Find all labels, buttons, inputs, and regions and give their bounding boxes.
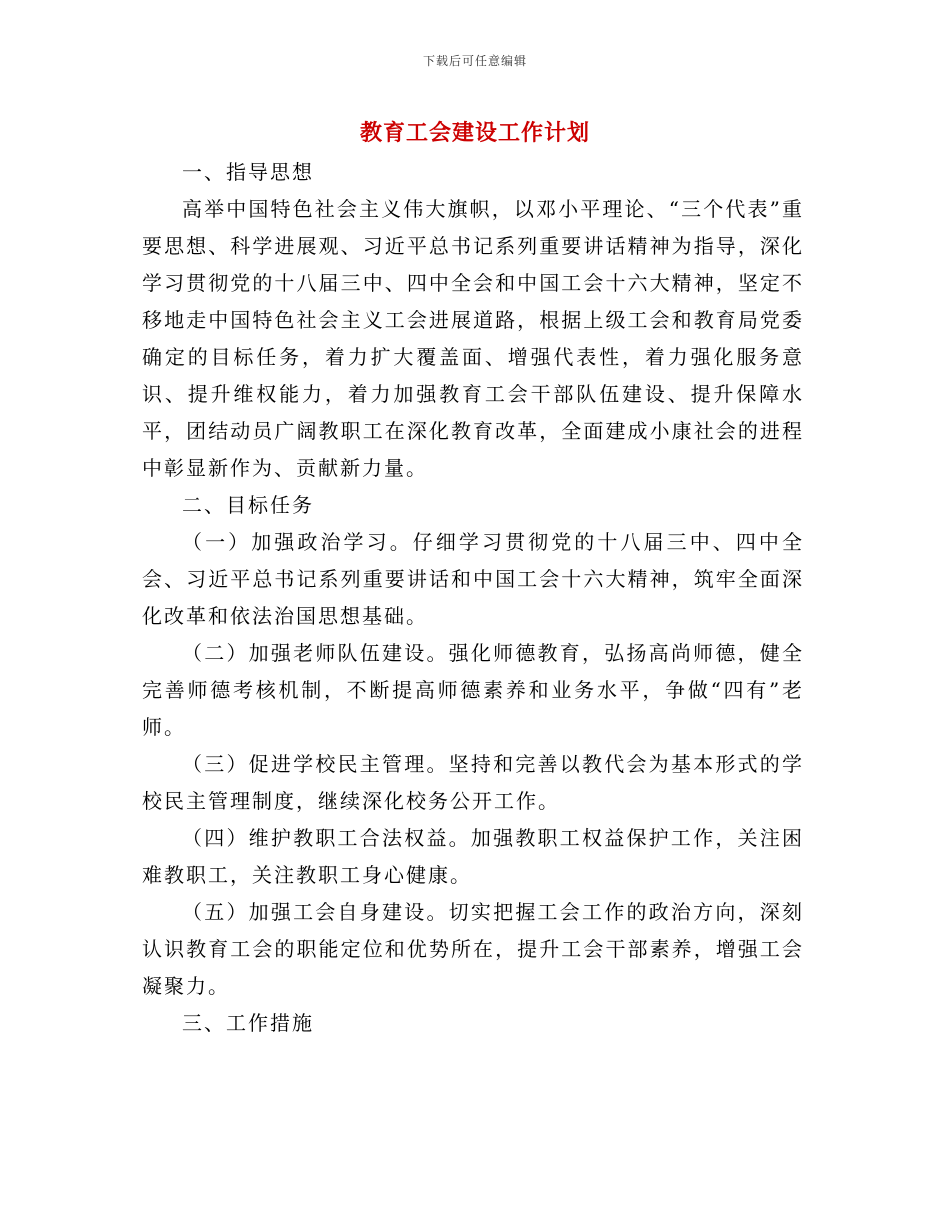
page-header: 下载后可任意编辑: [422, 54, 527, 68]
paragraph-goal-1: （一）加强政治学习。仔细学习贯彻党的十八届三中、四中全会、习近平总书记系列重要讲话和中国工会十六大精神，筑牢全面深化改革和依法治国思想基础。: [142, 530, 804, 628]
paragraph-goal-3: （三）促进学校民主管理。坚持和完善以教代会为基本形式的学校民主管理制度，继续深化校务公开工作。: [142, 752, 804, 813]
document-body: [142, 154, 804, 1042]
section-heading-goals: 二、目标任务: [182, 493, 314, 517]
paragraph-guiding-ideology: 高举中国特色社会主义伟大旗帜，以邓小平理论、“三个代表”重要思想、科学进展观、习近平总书记系列重要讲话精神为指导，深化学习贯彻党的十八届三中、四中全会和中国工会十六大精神，坚定不移地走中国特色社会主义工会进展道路，根据上级工会和教育局党委确定的目标任务，着力扩大覆盖面、增强代表性，着力强化服务意识、提升维权能力，着力加强教育工会干部队伍建设、提升保障水平，团结动员广阔教职工在深化教育改革，全面建成小康社会的进程中彰显新作为、贡献新力量。: [142, 197, 804, 480]
section-heading-measures: 三、工作措施: [182, 1011, 314, 1035]
paragraph-goal-5: （五）加强工会自身建设。切实把握工会工作的政治方向，深刻认识教育工会的职能定位和优势所在，提升工会干部素养，增强工会凝聚力。: [142, 900, 804, 998]
paragraph-goal-4: （四）维护教职工合法权益。加强教职工权益保护工作，关注困难教职工，关注教职工身心健康。: [142, 826, 804, 887]
paragraph-goal-2: （二）加强老师队伍建设。强化师德教育，弘扬高尚师德，健全完善师德考核机制，不断提高师德素养和业务水平，争做“四有”老师。: [142, 641, 804, 739]
document-title: 教育工会建设工作计划: [359, 120, 590, 146]
section-heading-guiding-ideology: 一、指导思想: [182, 160, 314, 184]
